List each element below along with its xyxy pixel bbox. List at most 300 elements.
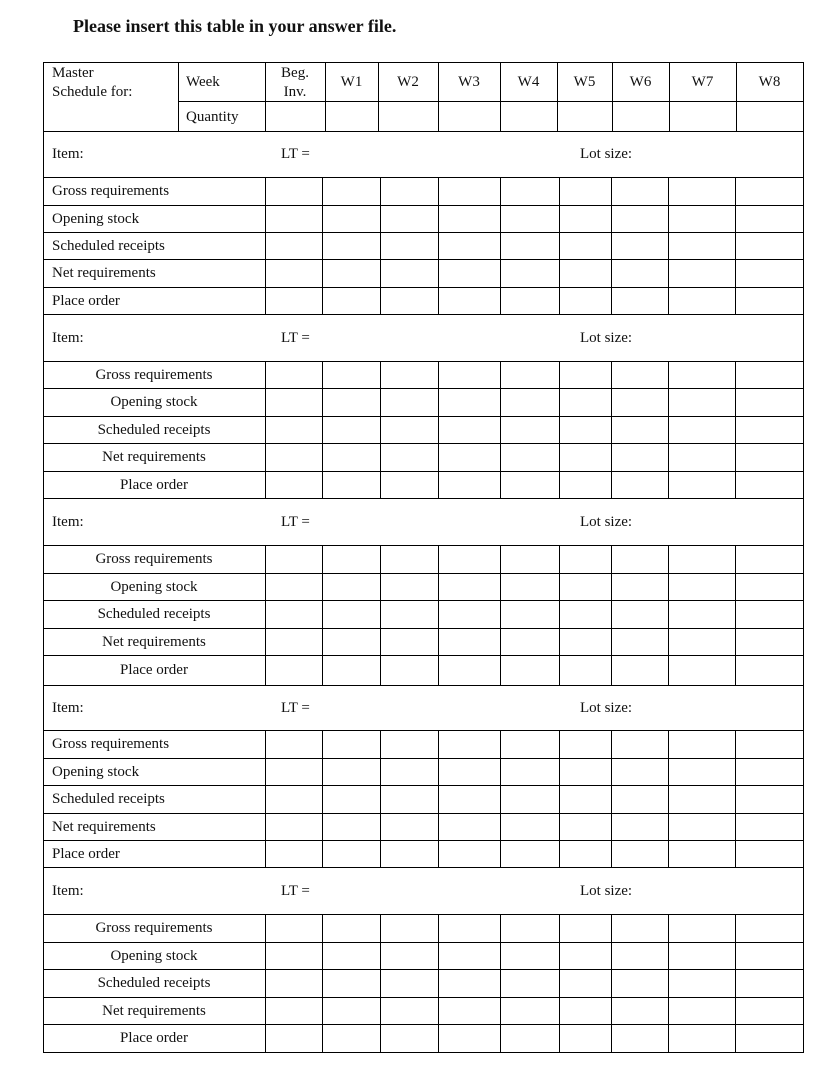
column-line: [735, 730, 736, 868]
column-line: [380, 177, 381, 315]
schedule-cell[interactable]: [560, 915, 611, 942]
schedule-cell[interactable]: [501, 841, 559, 867]
schedule-cell[interactable]: [266, 814, 322, 840]
header-bottom-border: [43, 131, 804, 132]
schedule-cell[interactable]: [669, 731, 735, 758]
schedule-cell[interactable]: [736, 472, 803, 498]
schedule-cell[interactable]: [612, 786, 668, 813]
item-label: Item:: [52, 513, 84, 530]
schedule-cell[interactable]: [501, 417, 559, 443]
schedule-cell[interactable]: [439, 915, 500, 942]
schedule-cell[interactable]: [266, 444, 322, 471]
schedule-cell[interactable]: [736, 601, 803, 628]
schedule-cell[interactable]: [323, 998, 380, 1024]
schedule-cell[interactable]: [612, 472, 668, 498]
schedule-cell[interactable]: [501, 233, 559, 259]
schedule-cell[interactable]: [266, 601, 322, 628]
schedule-cell[interactable]: [381, 786, 438, 813]
schedule-cell[interactable]: [560, 472, 611, 498]
schedule-cell[interactable]: [266, 731, 322, 758]
quantity-cell[interactable]: [501, 102, 557, 131]
schedule-cell[interactable]: [669, 260, 735, 287]
schedule-cell[interactable]: [736, 362, 803, 388]
schedule-cell[interactable]: [323, 546, 380, 573]
schedule-cell[interactable]: [266, 1025, 322, 1052]
lead-time-label: LT =: [281, 146, 310, 162]
schedule-cell[interactable]: [560, 1025, 611, 1052]
schedule-cell[interactable]: [439, 841, 500, 867]
row-label: Gross requirements: [95, 920, 213, 936]
schedule-cell[interactable]: [560, 444, 611, 471]
schedule-cell[interactable]: [266, 759, 322, 785]
table-left-border: [43, 867, 44, 1053]
week-header-w5: W5: [573, 74, 596, 90]
row-label: Net requirements: [102, 1002, 206, 1019]
schedule-cell[interactable]: [266, 206, 322, 232]
schedule-cell[interactable]: [669, 178, 735, 205]
schedule-cell[interactable]: [669, 362, 735, 388]
schedule-cell[interactable]: [501, 731, 559, 758]
schedule-cell[interactable]: [560, 601, 611, 628]
table-right-border: [803, 498, 804, 686]
schedule-cell[interactable]: [612, 362, 668, 388]
schedule-cell[interactable]: [669, 1025, 735, 1052]
schedule-cell[interactable]: [439, 288, 500, 314]
schedule-cell[interactable]: [612, 574, 668, 600]
schedule-cell[interactable]: [381, 260, 438, 287]
schedule-cell[interactable]: [439, 417, 500, 443]
schedule-cell[interactable]: [439, 362, 500, 388]
schedule-cell[interactable]: [736, 841, 803, 867]
schedule-cell[interactable]: [501, 629, 559, 655]
schedule-cell[interactable]: [612, 841, 668, 867]
schedule-cell[interactable]: [612, 288, 668, 314]
schedule-cell[interactable]: [736, 178, 803, 205]
schedule-cell[interactable]: [381, 970, 438, 997]
schedule-cell[interactable]: [323, 362, 380, 388]
row-label: Place order: [120, 662, 188, 678]
schedule-cell[interactable]: [323, 260, 380, 287]
schedule-cell[interactable]: [669, 656, 735, 685]
schedule-cell[interactable]: [736, 629, 803, 655]
row-label: Net requirements: [52, 265, 156, 281]
week-header-w1: W1: [340, 74, 363, 90]
schedule-cell[interactable]: [612, 656, 668, 685]
schedule-cell[interactable]: [381, 1025, 438, 1052]
schedule-cell[interactable]: [439, 206, 500, 232]
schedule-cell[interactable]: [266, 288, 322, 314]
item-label: Item:: [52, 146, 84, 162]
schedule-cell[interactable]: [323, 206, 380, 232]
schedule-cell[interactable]: [323, 444, 380, 471]
schedule-cell[interactable]: [501, 786, 559, 813]
quantity-cell[interactable]: [613, 102, 669, 131]
schedule-cell[interactable]: [736, 417, 803, 443]
column-line: [611, 730, 612, 868]
schedule-cell[interactable]: [501, 814, 559, 840]
schedule-cell[interactable]: [266, 178, 322, 205]
schedule-cell[interactable]: [439, 656, 500, 685]
schedule-cell[interactable]: [439, 998, 500, 1024]
schedule-cell[interactable]: [439, 629, 500, 655]
schedule-cell[interactable]: [612, 389, 668, 416]
schedule-cell[interactable]: [669, 759, 735, 785]
row-label: Opening stock: [52, 763, 140, 780]
schedule-cell[interactable]: [501, 759, 559, 785]
schedule-cell[interactable]: [560, 362, 611, 388]
schedule-cell[interactable]: [323, 786, 380, 813]
schedule-cell[interactable]: [669, 841, 735, 867]
schedule-cell[interactable]: [501, 546, 559, 573]
column-line: [500, 177, 501, 315]
schedule-cell[interactable]: [669, 601, 735, 628]
row-line: [43, 685, 804, 686]
schedule-cell[interactable]: [381, 444, 438, 471]
schedule-cell[interactable]: [501, 574, 559, 600]
schedule-cell[interactable]: [381, 417, 438, 443]
schedule-cell[interactable]: [266, 943, 322, 969]
schedule-cell[interactable]: [560, 178, 611, 205]
schedule-cell[interactable]: [439, 814, 500, 840]
schedule-cell[interactable]: [266, 629, 322, 655]
schedule-cell[interactable]: [612, 731, 668, 758]
schedule-cell[interactable]: [560, 943, 611, 969]
schedule-cell[interactable]: [736, 731, 803, 758]
schedule-cell[interactable]: [560, 206, 611, 232]
schedule-cell[interactable]: [381, 362, 438, 388]
schedule-cell[interactable]: [439, 943, 500, 969]
beg-inv-label: Inv.: [283, 84, 307, 100]
schedule-cell[interactable]: [560, 629, 611, 655]
schedule-cell[interactable]: [612, 417, 668, 443]
schedule-cell[interactable]: [501, 601, 559, 628]
schedule-cell[interactable]: [381, 206, 438, 232]
schedule-cell[interactable]: [381, 389, 438, 416]
schedule-cell[interactable]: [612, 759, 668, 785]
schedule-cell[interactable]: [560, 656, 611, 685]
schedule-cell[interactable]: [381, 731, 438, 758]
schedule-cell[interactable]: [560, 786, 611, 813]
schedule-cell[interactable]: [323, 178, 380, 205]
schedule-cell[interactable]: [669, 417, 735, 443]
schedule-cell[interactable]: [381, 943, 438, 969]
schedule-cell[interactable]: [669, 574, 735, 600]
schedule-cell[interactable]: [736, 915, 803, 942]
schedule-cell[interactable]: [560, 841, 611, 867]
schedule-cell[interactable]: [381, 233, 438, 259]
schedule-cell[interactable]: [381, 472, 438, 498]
schedule-cell[interactable]: [266, 362, 322, 388]
schedule-cell[interactable]: [323, 601, 380, 628]
quantity-label: Quantity: [186, 109, 239, 125]
schedule-cell[interactable]: [266, 574, 322, 600]
schedule-cell[interactable]: [501, 178, 559, 205]
schedule-cell[interactable]: [736, 970, 803, 997]
schedule-cell[interactable]: [669, 206, 735, 232]
schedule-cell[interactable]: [612, 444, 668, 471]
schedule-cell[interactable]: [612, 546, 668, 573]
schedule-cell[interactable]: [323, 288, 380, 314]
schedule-cell[interactable]: [501, 656, 559, 685]
schedule-cell[interactable]: [381, 288, 438, 314]
schedule-cell[interactable]: [501, 260, 559, 287]
schedule-cell[interactable]: [381, 546, 438, 573]
schedule-cell[interactable]: [560, 417, 611, 443]
column-line: [438, 545, 439, 686]
schedule-cell[interactable]: [381, 814, 438, 840]
quantity-cell[interactable]: [326, 102, 378, 131]
quantity-cell[interactable]: [737, 102, 803, 131]
column-line: [500, 545, 501, 686]
lot-size-label: Lot size:: [580, 699, 633, 716]
schedule-cell[interactable]: [501, 915, 559, 942]
lot-size-label: Lot size:: [580, 882, 633, 899]
schedule-cell[interactable]: [439, 233, 500, 259]
schedule-cell[interactable]: [669, 546, 735, 573]
schedule-cell[interactable]: [501, 389, 559, 416]
schedule-cell[interactable]: [381, 656, 438, 685]
schedule-cell[interactable]: [323, 629, 380, 655]
table-right-border: [803, 867, 804, 1053]
column-line: [265, 730, 266, 868]
schedule-cell[interactable]: [736, 943, 803, 969]
schedule-cell[interactable]: [501, 970, 559, 997]
schedule-cell[interactable]: [381, 574, 438, 600]
row-label: Gross requirements: [95, 366, 213, 383]
schedule-cell[interactable]: [669, 389, 735, 416]
schedule-cell[interactable]: [612, 814, 668, 840]
column-line: [559, 361, 560, 499]
schedule-cell[interactable]: [323, 943, 380, 969]
quantity-cell[interactable]: [379, 102, 438, 131]
schedule-cell[interactable]: [560, 998, 611, 1024]
column-line: [322, 730, 323, 868]
schedule-cell[interactable]: [323, 814, 380, 840]
schedule-cell[interactable]: [323, 656, 380, 685]
schedule-cell[interactable]: [612, 260, 668, 287]
schedule-cell[interactable]: [381, 178, 438, 205]
schedule-cell[interactable]: [501, 288, 559, 314]
lot-size-label: Lot size:: [580, 513, 633, 530]
column-line: [322, 361, 323, 499]
row-label: Net requirements: [52, 818, 156, 835]
schedule-cell[interactable]: [612, 998, 668, 1024]
schedule-cell[interactable]: [612, 233, 668, 259]
schedule-cell[interactable]: [323, 233, 380, 259]
schedule-cell[interactable]: [266, 786, 322, 813]
header-top-border: [43, 62, 804, 63]
schedule-cell[interactable]: [736, 759, 803, 785]
schedule-cell[interactable]: [669, 444, 735, 471]
column-line: [611, 177, 612, 315]
schedule-cell[interactable]: [439, 786, 500, 813]
schedule-cell[interactable]: [736, 389, 803, 416]
schedule-cell[interactable]: [323, 1025, 380, 1052]
schedule-cell[interactable]: [439, 546, 500, 573]
schedule-cell[interactable]: [266, 233, 322, 259]
schedule-cell[interactable]: [266, 472, 322, 498]
schedule-cell[interactable]: [439, 759, 500, 785]
schedule-cell[interactable]: [501, 943, 559, 969]
schedule-cell[interactable]: [736, 656, 803, 685]
schedule-cell[interactable]: [323, 574, 380, 600]
schedule-cell[interactable]: [266, 260, 322, 287]
column-line: [500, 914, 501, 1053]
schedule-cell[interactable]: [612, 970, 668, 997]
column-line: [322, 914, 323, 1053]
beg-inv-label: Beg.: [281, 65, 309, 81]
schedule-cell[interactable]: [439, 389, 500, 416]
week-header-w6: W6: [629, 74, 652, 90]
column-line: [611, 914, 612, 1053]
schedule-cell[interactable]: [669, 943, 735, 969]
schedule-cell[interactable]: [669, 288, 735, 314]
schedule-cell[interactable]: [266, 970, 322, 997]
schedule-cell[interactable]: [439, 472, 500, 498]
schedule-cell[interactable]: [323, 417, 380, 443]
column-line: [735, 177, 736, 315]
schedule-cell[interactable]: [736, 546, 803, 573]
schedule-cell[interactable]: [736, 444, 803, 471]
schedule-cell[interactable]: [323, 472, 380, 498]
schedule-cell[interactable]: [736, 786, 803, 813]
schedule-cell[interactable]: [501, 1025, 559, 1052]
schedule-cell[interactable]: [266, 417, 322, 443]
column-line: [735, 361, 736, 499]
header-column-line: [178, 62, 179, 132]
schedule-cell[interactable]: [612, 915, 668, 942]
page-title: Please insert this table in your answer file.: [73, 16, 397, 36]
schedule-cell[interactable]: [266, 998, 322, 1024]
row-label: Place order: [52, 845, 120, 862]
row-label: Opening stock: [110, 394, 198, 410]
schedule-cell[interactable]: [501, 206, 559, 232]
schedule-cell[interactable]: [501, 444, 559, 471]
schedule-cell[interactable]: [560, 731, 611, 758]
schedule-cell[interactable]: [323, 389, 380, 416]
schedule-cell[interactable]: [323, 970, 380, 997]
schedule-cell[interactable]: [669, 629, 735, 655]
column-line: [265, 545, 266, 686]
schedule-cell[interactable]: [560, 233, 611, 259]
schedule-cell[interactable]: [669, 814, 735, 840]
column-line: [265, 914, 266, 1053]
week-header-w8: W8: [758, 74, 781, 90]
schedule-cell[interactable]: [439, 178, 500, 205]
schedule-cell[interactable]: [669, 786, 735, 813]
quantity-cell[interactable]: [670, 102, 736, 131]
schedule-cell[interactable]: [381, 601, 438, 628]
schedule-cell[interactable]: [501, 998, 559, 1024]
schedule-cell[interactable]: [560, 814, 611, 840]
schedule-cell[interactable]: [439, 444, 500, 471]
schedule-cell[interactable]: [266, 841, 322, 867]
master-label: Master: [52, 65, 94, 81]
schedule-cell[interactable]: [612, 178, 668, 205]
schedule-cell[interactable]: [736, 233, 803, 259]
schedule-cell[interactable]: [669, 998, 735, 1024]
schedule-cell[interactable]: [266, 915, 322, 942]
column-line: [559, 177, 560, 315]
schedule-cell[interactable]: [439, 574, 500, 600]
schedule-cell[interactable]: [381, 915, 438, 942]
column-line: [559, 545, 560, 686]
row-label: Scheduled receipts: [97, 975, 211, 991]
schedule-cell[interactable]: [736, 998, 803, 1024]
schedule-cell[interactable]: [439, 601, 500, 628]
schedule-cell[interactable]: [669, 233, 735, 259]
schedule-cell[interactable]: [323, 841, 380, 867]
schedule-cell[interactable]: [736, 288, 803, 314]
row-label: Gross requirements: [95, 551, 213, 567]
column-line: [438, 177, 439, 315]
schedule-cell[interactable]: [736, 206, 803, 232]
schedule-cell[interactable]: [381, 759, 438, 785]
lead-time-label: LT =: [281, 329, 310, 346]
schedule-cell[interactable]: [612, 629, 668, 655]
schedule-cell[interactable]: [736, 574, 803, 600]
schedule-cell[interactable]: [501, 362, 559, 388]
schedule-cell[interactable]: [669, 915, 735, 942]
item-label: Item:: [52, 329, 84, 346]
header-left-border: [43, 62, 44, 132]
schedule-cell[interactable]: [381, 998, 438, 1024]
schedule-cell[interactable]: [266, 389, 322, 416]
schedule-cell[interactable]: [560, 288, 611, 314]
schedule-cell[interactable]: [560, 759, 611, 785]
column-line: [735, 914, 736, 1053]
row-label: Scheduled receipts: [97, 606, 211, 622]
schedule-cell[interactable]: [323, 731, 380, 758]
schedule-cell[interactable]: [439, 970, 500, 997]
schedule-cell[interactable]: [560, 260, 611, 287]
schedule-cell[interactable]: [669, 472, 735, 498]
lead-time-label: LT =: [281, 699, 310, 716]
row-label: Net requirements: [102, 449, 206, 465]
schedule-cell[interactable]: [381, 841, 438, 867]
schedule-cell[interactable]: [439, 731, 500, 758]
schedule-cell[interactable]: [560, 574, 611, 600]
schedule-cell[interactable]: [736, 260, 803, 287]
quantity-cell[interactable]: [439, 102, 500, 131]
schedule-cell[interactable]: [736, 814, 803, 840]
column-line: [380, 730, 381, 868]
schedule-cell[interactable]: [560, 970, 611, 997]
week-label: Week: [186, 74, 220, 90]
schedule-cell[interactable]: [612, 1025, 668, 1052]
column-line: [438, 361, 439, 499]
column-line: [668, 361, 669, 499]
schedule-cell[interactable]: [501, 472, 559, 498]
schedule-cell[interactable]: [560, 389, 611, 416]
schedule-cell[interactable]: [439, 260, 500, 287]
row-label: Scheduled receipts: [97, 421, 211, 438]
schedule-cell[interactable]: [439, 1025, 500, 1052]
schedule-cell[interactable]: [323, 759, 380, 785]
schedule-cell[interactable]: [669, 970, 735, 997]
schedule-cell[interactable]: [612, 206, 668, 232]
quantity-cell[interactable]: [266, 102, 325, 131]
schedule-cell[interactable]: [266, 656, 322, 685]
schedule-cell[interactable]: [560, 546, 611, 573]
quantity-cell[interactable]: [558, 102, 612, 131]
schedule-cell[interactable]: [736, 1025, 803, 1052]
schedule-cell[interactable]: [266, 546, 322, 573]
schedule-cell[interactable]: [323, 915, 380, 942]
schedule-cell[interactable]: [612, 601, 668, 628]
schedule-cell[interactable]: [612, 943, 668, 969]
schedule-cell[interactable]: [381, 629, 438, 655]
